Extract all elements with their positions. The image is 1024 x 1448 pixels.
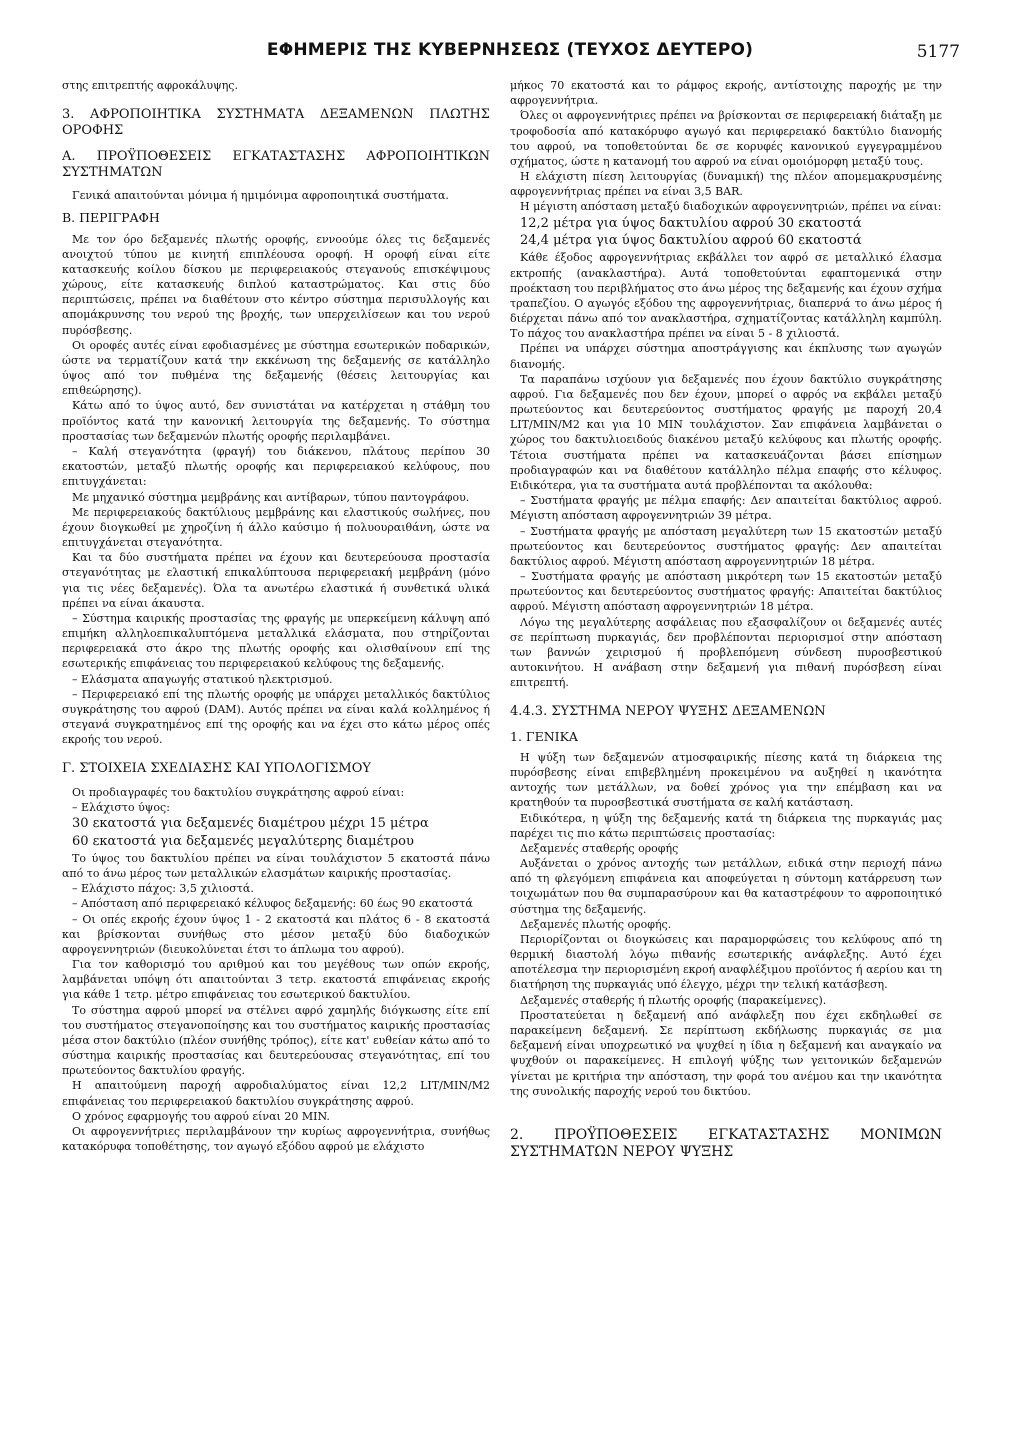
paragraph: Οι προδιαγραφές του δακτυλίου συγκράτησης αφρού είναι: <box>72 785 405 799</box>
paragraph: Δεξαμενές πλωτής οροφής. <box>520 917 672 931</box>
paragraph: – Σύστημα καιρικής προστασίας της φραγής με υπερκείμενη κάλυψη από επιμήκη αλληλοεπικαλυπτόμενα μεταλλικά ελάσματα, που στηρίζονται περιφερειακά στο άκρο της πλωτής οροφής και ολισθαίνουν επί της εσωτερικής επιφάνειας του περιφερειακού κελύφους της δεξαμενής. <box>62 611 490 671</box>
paragraph: Η απαιτούμενη παροχή αφροδιαλύματος είναι 12,2 LIT/MIN/M2 επιφάνειας του περιφερειακού δακτυλίου συγκράτησης αφρού. <box>62 1079 490 1108</box>
paragraph: Δεξαμενές σταθερής ή πλωτής οροφής (παρακείμενες). <box>520 993 827 1007</box>
paragraph: 30 εκατοστά για δεξαμενές διαμέτρου μέχρι 15 μέτρα <box>72 816 429 832</box>
paragraph: Ειδικότερα, η ψύξη της δεξαμενής κατά τη διάρκεια της πυρκαγιάς μας παρέχει τις πιο κάτω περιπτώσεις προστασίας: <box>510 811 942 840</box>
paragraph: – Συστήματα φραγής με πέλμα επαφής: Δεν απαιτείται δακτύλιος αφρού. Μέγιστη απόσταση αφρογεννητριών 39 μέτρα. <box>510 494 942 523</box>
paragraph: Με περιφερειακούς δακτύλιους μεμβράνης και ελαστικούς σωλήνες, που έχουν διογκωθεί με χηροζίνη ή άλλο καύσιμο ή πολυουραιθάνη, ώστε να επιτυγχάνεται στεγανότητα. <box>62 505 490 550</box>
paragraph: Γενικά απαιτούνται μόνιμα ή ημιμόνιμα αφροποιητικά συστήματα. <box>72 189 449 203</box>
paragraph: Δεξαμενές σταθερής οροφής <box>520 841 679 855</box>
paragraph: – Συστήματα φραγής με απόσταση μεγαλύτερη των 15 εκατοστών μεταξύ πρωτεύοντος και δευτερεύοντος συστήματος φραγής: Δεν απαιτείται δακτύλιος αφρού. Μέγιστη απόσταση αφρογεννητριών 18 μέτρα. <box>510 524 942 568</box>
paragraph: Με μηχανικό σύστημα μεμβράνης και αντίβαρων, τύπου παντογράφου. <box>72 490 470 504</box>
subsection-heading: Γ. ΣΤΟΙΧΕΙΑ ΣΧΕΔΙΑΣΗΣ ΚΑΙ ΥΠΟΛΟΓΙΣΜΟΥ <box>62 761 371 777</box>
subsection-heading: Α. ΠΡΟΫΠΟΘΕΣΕΙΣ ΕΓΚΑΤΑΣΤΑΣΗΣ ΑΦΡΟΠΟΙΗΤΙΚΩΝ ΣΥΣΤΗΜΑΤΩΝ <box>62 148 490 180</box>
right-column <box>510 78 942 1166</box>
section-heading: 2. ΠΡΟΫΠΟΘΕΣΕΙΣ ΕΓΚΑΤΑΣΤΑΣΗΣ ΜΟΝΙΜΩΝ ΣΥΣΤΗΜΑΤΩΝ ΝΕΡΟΥ ΨΥΞΗΣ <box>510 1126 942 1161</box>
paragraph: Η ψύξη των δεξαμενών ατμοσφαιρικής πίεσης κατά τη διάρκεια της πυρόσβεσης είναι επιβεβλημένη προκειμένου να αυξηθεί η ικανότητα αντοχής των μετάλλων, να δοθεί χρόνος για την επέμβαση και να κρατηθούν τα πυροσβεστικά συστήματα σε καλή κατάσταση. <box>510 750 942 810</box>
paragraph: Το σύστημα αφρού μπορεί να στέλνει αφρό χαμηλής διόγκωσης είτε επί του συστήματος στεγανοποίησης και του συστήματος καιρικής προστασίας μέσα στον δακτύλιο (πλέον συνήθης τρόπος), είτε κατ' ευθείαν κάτω από το σύστημα καιρικής προστασίας και δευτερεύουσας στεγανότητας, επί του πρωτεύοντος δακτυλίου φραγής. <box>62 1003 490 1078</box>
paragraph: Αυξάνεται ο χρόνος αντοχής των μετάλλων, ειδικά στην περιοχή πάνω από τη φλεγόμενη επιφάνεια και αποφεύγεται η σύντομη κατάρρευση των τοιχωμάτων που θα συμπαρασύρουν και θα καταστρέφουν το αφροποιητικό σύστημα της δεξαμενής. <box>510 857 942 916</box>
page-title: ΕΦΗΜΕΡΙΣ ΤΗΣ ΚΥΒΕΡΝΗΣΕΩΣ (ΤΕΥΧΟΣ ΔΕΥΤΕΡΟ) <box>266 40 754 60</box>
left-column <box>62 78 490 1154</box>
page-header <box>60 40 960 70</box>
paragraph: Λόγω της μεγαλύτερης ασφάλειας που εξασφαλίζουν οι δεξαμενές αυτές σε περίπτωση πυρκαγιάς, δεν προβλέπονται περιορισμοί στην απόσταση των βαννών χειρισμού ή προβλεπόμενη σύνδεση πυροσβεστικού αυτοκινήτου. Η ανάβαση στην δεξαμενή για πιθανή πυρόσβεση είναι επιτρεπτή. <box>510 615 942 690</box>
section-heading: 3. ΑΦΡΟΠΟΙΗΤΙΚΑ ΣΥΣΤΗΜΑΤΑ ΔΕΞΑΜΕΝΩΝ ΠΛΩΤΗΣ ΟΡΟΦΗΣ <box>62 107 490 139</box>
paragraph: 60 εκατοστά για δεξαμενές μεγαλύτερης διαμέτρου <box>72 833 414 849</box>
paragraph: Κάτω από το ύψος αυτό, δεν συνιστάται να κατέρχεται η στάθμη του προϊόντος κατά την κανονική λειτουργία της δεξαμενής. Το σύστημα προστασίας των δεξαμενών πλωτής οροφής περιλαμβάνει. <box>62 399 490 443</box>
paragraph: Το ύψος του δακτυλίου πρέπει να είναι τουλάχιστον 5 εκατοστά πάνω από το άνω μέρος των μεταλλικών ελασμάτων καιρικής προστασίας. <box>62 851 490 881</box>
paragraph: – Περιφερειακό επί της πλωτής οροφής με υπάρχει μεταλλικός δακτύλιος συγκράτησης του αφρού (DAM). Αυτός πρέπει να είναι καλά κολλημένος ή στεγανά συγκρατημένος επί της οροφής και να έχει στο κάτω μέρος οπές εκροής του νερού. <box>62 687 490 747</box>
paragraph: – Ελάσματα απαγωγής στατικού ηλεκτρισμού. <box>72 672 333 686</box>
page-number: 5177 <box>916 42 960 62</box>
paragraph: Ο χρόνος εφαρμογής του αφρού είναι 20 MIN. <box>72 1109 330 1123</box>
section-heading: 4.4.3. ΣΥΣΤΗΜΑ ΝΕΡΟΥ ΨΥΞΗΣ ΔΕΞΑΜΕΝΩΝ <box>510 704 826 720</box>
paragraph: – Απόσταση από περιφερειακό κέλυφος δεξαμενής: 60 έως 90 εκατοστά <box>72 897 473 911</box>
paragraph: Με τον όρο δεξαμενές πλωτής οροφής, εννοούμε όλες τις δεξαμενές ανοιχτού τύπου με κινητή επιπλέουσα οροφή. Η οροφή είναι είτε κατασκευής κοίλου δίσκου με περιφερειακούς στεγανούς επισκέψιμους χώρους, είτε κατασκευής διπλού καταστρώματος. Και στις δύο περιπτώσεις, πρέπει να διαθέτουν στο κέντρο σύστημα περισυλλογής και απομάκρυνσης του νερού της βροχής, των υπερχειλίσεων και του νερού πυρόσβεσης. <box>62 232 490 337</box>
paragraph: Και τα δύο συστήματα πρέπει να έχουν και δευτερεύουσα προστασία στεγανότητας με ελαστική επικαλύπτουσα περιφερειακή μεμβράνη (μόνο για τις νέες δεξαμενές). Όλα τα ανωτέρω ελαστικά ή συνθετικά υλικά πρέπει να είναι άκαυστα. <box>62 551 490 610</box>
paragraph: 12,2 μέτρα για ύψος δακτυλίου αφρού 30 εκατοστά <box>520 215 862 231</box>
subsection-heading: 1. ΓΕΝΙΚΑ <box>510 728 578 744</box>
paragraph: – Συστήματα φραγής με απόσταση μικρότερη των 15 εκατοστών μεταξύ πρωτεύοντος και δευτερεύοντος συστήματος φραγής: Απαιτείται δακτύλιος αφρού. Μέγιστη απόσταση αφρογεννητριών 18 μέτρα. <box>510 570 942 614</box>
subsection-heading: Β. ΠΕΡΙΓΡΑΦΗ <box>62 210 160 226</box>
paragraph: 24,4 μέτρα για ύψος δακτυλίου αφρού 60 εκατοστά <box>520 233 862 249</box>
paragraph: Η μέγιστη απόσταση μεταξύ διαδοχικών αφρογεννητριών, πρέπει να είναι: <box>520 200 942 214</box>
paragraph: μήκος 70 εκατοστά και το ράμφος εκροής, αντίστοιχης παροχής με την αφρογεννήτρια. <box>510 79 942 108</box>
paragraph: Προστατεύεται η δεξαμενή από ανάφλεξη που έχει εκδηλωθεί σε παρακείμενη δεξαμενή. Σε περίπτωση εκδήλωσης πυρκαγιάς σε μια δεξαμενή είναι υποχρεωτικό να ψυχθεί η ίδια η δεξαμενή και αναγκαίο να ψυχθούν οι παρακείμενες. Η επιλογή ψύξης των γειτονικών δεξαμενών γίνεται με κριτήρια την απόσταση, την φορά του ανέμου και την ικανότητα της συνολικής παροχής νερού του δικτύου. <box>510 1008 942 1098</box>
paragraph: Κάθε έξοδος αφρογεννήτριας εκβάλλει τον αφρό σε μεταλλικό έλασμα εκτροπής (ανακλαστήρα). Αυτά τοποθετούνται εφαπτομενικά στην προέκταση του περιβλήματος στο άνω μέρος της δεξαμενής και έχουν σχήμα τραπεζίου. Ο αγωγός εξόδου της αφρογεννήτριας, διαπερνά το άνω μέρος ή διέρχεται πάνω από τον ανακλαστήρα, σχηματίζοντας κατάλληλη καμπύλη. Το πάχος του ανακλαστήρα πρέπει να είναι 5 - 8 χιλιοστά. <box>510 251 942 341</box>
paragraph: Για τον καθορισμό του αριθμού και του μεγέθους των οπών εκροής, λαμβάνεται υπόψη ότι απαιτούνται 3 τετρ. εκατοστά επιφάνειας εκροής για κάθε 1 τετρ. μέτρο επιφάνειας του εσωτερικού δακτυλίου. <box>62 958 490 1002</box>
paragraph: στης επιτρεπτής αφροκάλυψης. <box>62 79 238 92</box>
paragraph: – Οι οπές εκροής έχουν ύψος 1 - 2 εκατοστά και πλάτος 6 - 8 εκατοστά και βρίσκονται συνήθως στο μέσον μεταξύ δύο διαδοχικών αφρογεννητριών (διευκολύνεται έτσι το άπλωμα του αφρού). <box>62 912 490 956</box>
paragraph: – Ελάχιστο ύψος: <box>72 800 170 814</box>
paragraph: Όλες οι αφρογεννήτριες πρέπει να βρίσκονται σε περιφερειακή διάταξη με τροφοδοσία από κατακόρυφο αγωγό και περιφερειακό δακτύλιο διανομής του αφρού, να τοποθετούνται δε σε κορυφές κανονικού εγγεγραμμένου σχήματος, ώστε η κατανομή του αφρού να είναι ομοιόμορφη μεταξύ τους. <box>510 109 942 168</box>
paragraph: Τα παραπάνω ισχύουν για δεξαμενές που έχουν δακτύλιο συγκράτησης αφρού. Για δεξαμενές που δεν έχουν, μπορεί ο αφρός να εκβάλει μεταξύ πρωτεύοντος και δευτερεύοντος συστήματος φραγής με παροχή 20,4 LIT/MIN/M2 και για 10 MIN τουλάχιστον. Σαν επιφάνεια λαμβάνεται ο χώρος του δακτυλιοειδούς διακένου μεταξύ κελύφους και πλωτής οροφής. Τέτοια συστήματα πρέπει να κατασκευάζονται βάσει επίσημων προδιαγραφών και να διαθέτουν κατάλληλο πέλμα επαφής στο κέλυφος. Ειδικότερα, για τα συστήματα αυτά προβλέπονται τα ακόλουθα: <box>510 372 942 492</box>
paragraph: Οι οροφές αυτές είναι εφοδιασμένες με σύστημα εσωτερικών ποδαρικών, ώστε να τερματίζουν κατά την εκκένωση της δεξαμενής σε κατάλληλο ύψος από τον πυθμένα της δεξαμενής (θέσεις λειτουργίας και επιθεώρησης). <box>62 338 490 398</box>
paragraph: Περιορίζονται οι διογκώσεις και παραμορφώσεις του κελύφους από τη θερμική διαστολή λόγω πιθανής εσωτερικής ανάφλεξης. Αυτό έχει αποτέλεσμα την περιορισμένη εκροή αναφλέξιμου προϊόντος ή αερίου και τη διατήρηση της πυρκαγιάς υπό έλεγχο, μέχρι την τελική κατάσβεση. <box>510 932 942 992</box>
paragraph: – Καλή στεγανότητα (φραγή) του διάκενου, πλάτους περίπου 30 εκατοστών, μεταξύ πλωτής οροφής και περιφερειακού κελύφους, που επιτυγχάνεται: <box>62 445 490 489</box>
paragraph: – Ελάχιστο πάχος: 3,5 χιλιοστά. <box>72 882 254 896</box>
paragraph: Οι αφρογεννήτριες περιλαμβάνουν την κυρίως αφρογεννήτρια, συνήθως κατακόρυφα τοποθέτησης, τον αγωγό εξόδου αφρού με ελάχιστο <box>62 1125 490 1154</box>
paragraph: Πρέπει να υπάρχει σύστημα αποστράγγισης και έκπλυσης των αγωγών διανομής. <box>510 342 942 371</box>
paragraph: Η ελάχιστη πίεση λειτουργίας (δυναμική) της πλέον απομεμακρυσμένης αφρογεννήτριας πρέπει να είναι 3,5 BAR. <box>510 170 942 199</box>
